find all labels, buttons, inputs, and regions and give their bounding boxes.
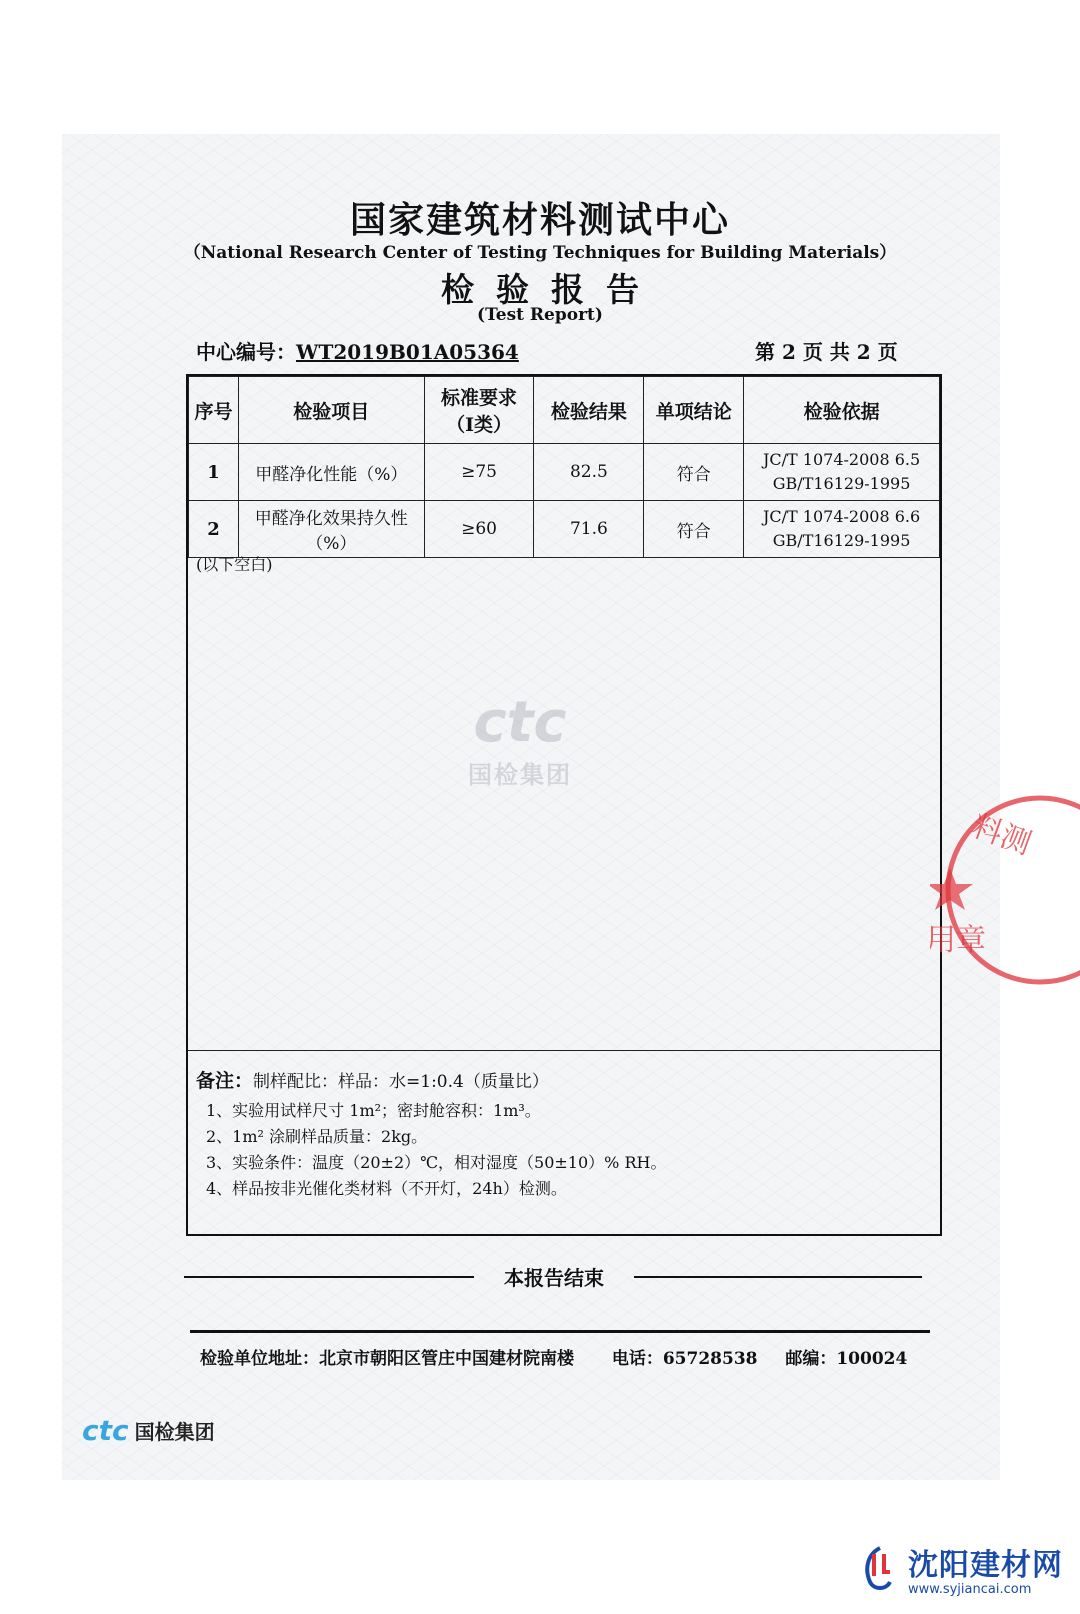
remark-note: 2、1m² 涂刷样品质量：2kg。	[206, 1127, 428, 1146]
col-header-seq: 序号	[189, 377, 239, 444]
ctc-watermark	[440, 690, 600, 800]
page-info: 第 2 页 共 2 页	[755, 340, 898, 364]
end-rule-right	[634, 1276, 922, 1278]
watermark-text: 国检集团	[468, 761, 572, 789]
cell-item: 甲醛净化效果持久性 （%）	[238, 501, 424, 558]
remarks-divider	[188, 1050, 940, 1051]
cell-conclusion: 符合	[644, 444, 744, 501]
org-title-en: （National Research Center of Testing Techniques for Building Materials）	[183, 243, 897, 263]
doc-title-en: (Test Report)	[477, 305, 603, 325]
report-end-text: 本报告结束	[504, 1266, 604, 1290]
watermark-mark: ctc	[473, 690, 567, 755]
col-header-standard: 标准要求 （Ⅰ类）	[424, 377, 534, 444]
cell-seq: 1	[189, 444, 239, 501]
cell-standard: ≥75	[424, 444, 534, 501]
cell-basis: JC/T 1074-2008 6.5 GB/T16129-1995	[744, 444, 940, 501]
remark-note: 3、实验条件：温度（20±2）℃，相对湿度（50±10）% RH。	[206, 1153, 667, 1172]
col-header-result: 检验结果	[534, 377, 644, 444]
cell-basis: JC/T 1074-2008 6.6 GB/T16129-1995	[744, 501, 940, 558]
cell-seq: 2	[189, 501, 239, 558]
table-header-row	[189, 377, 940, 444]
site-logo-url: www.syjiancai.com	[908, 1582, 1032, 1597]
ctc-logo	[82, 1414, 215, 1447]
results-frame	[186, 374, 942, 1236]
site-logo	[860, 1540, 1063, 1597]
center-number: WT2019B01A05364	[296, 340, 519, 364]
remarks-label: 备注：	[196, 1070, 254, 1092]
blank-note: (以下空白)	[196, 555, 273, 574]
footer-address: 检验单位地址：北京市朝阳区管庄中国建材院南楼	[200, 1349, 574, 1369]
results-table	[188, 376, 940, 558]
center-number-row	[196, 336, 519, 365]
table-row	[189, 501, 940, 558]
report-end-marker	[184, 1262, 922, 1292]
ctc-logo-mark: ctc	[82, 1414, 129, 1447]
footer-info	[200, 1344, 907, 1369]
org-title-cn: 国家建筑材料测试中心	[349, 199, 730, 241]
footer-postcode: 邮编：100024	[785, 1349, 908, 1369]
official-seal	[930, 790, 1080, 990]
remark-note: 1、实验用试样尺寸 1m²；密封舱容积：1m³。	[206, 1101, 541, 1120]
cell-conclusion: 符合	[644, 501, 744, 558]
footer-rule	[190, 1330, 930, 1333]
footer-phone: 电话：65728538	[611, 1349, 758, 1369]
doc-title-cn: 检验报告	[441, 270, 661, 309]
center-number-label: 中心编号：	[196, 340, 296, 364]
remarks-heading	[196, 1066, 549, 1093]
site-logo-icon	[860, 1546, 900, 1592]
remark-note: 4、样品按非光催化类材料（不开灯，24h）检测。	[206, 1179, 567, 1198]
remarks-ratio: 制样配比：样品：水=1:0.4（质量比）	[253, 1072, 549, 1092]
end-rule-left	[184, 1276, 474, 1278]
col-header-basis: 检验依据	[744, 377, 940, 444]
col-header-conclusion: 单项结论	[644, 377, 744, 444]
site-logo-name: 沈阳建材网	[908, 1548, 1063, 1583]
table-row	[189, 444, 940, 501]
svg-text:用章: 用章	[930, 923, 986, 958]
ctc-logo-text: 国检集团	[134, 1420, 215, 1444]
cell-standard: ≥60	[424, 501, 534, 558]
cell-result: 71.6	[534, 501, 644, 558]
svg-text:料测: 料测	[967, 808, 1036, 863]
cell-item: 甲醛净化性能（%）	[238, 444, 424, 501]
col-header-item: 检验项目	[238, 377, 424, 444]
seal-graphic	[930, 790, 1080, 990]
cell-result: 82.5	[534, 444, 644, 501]
